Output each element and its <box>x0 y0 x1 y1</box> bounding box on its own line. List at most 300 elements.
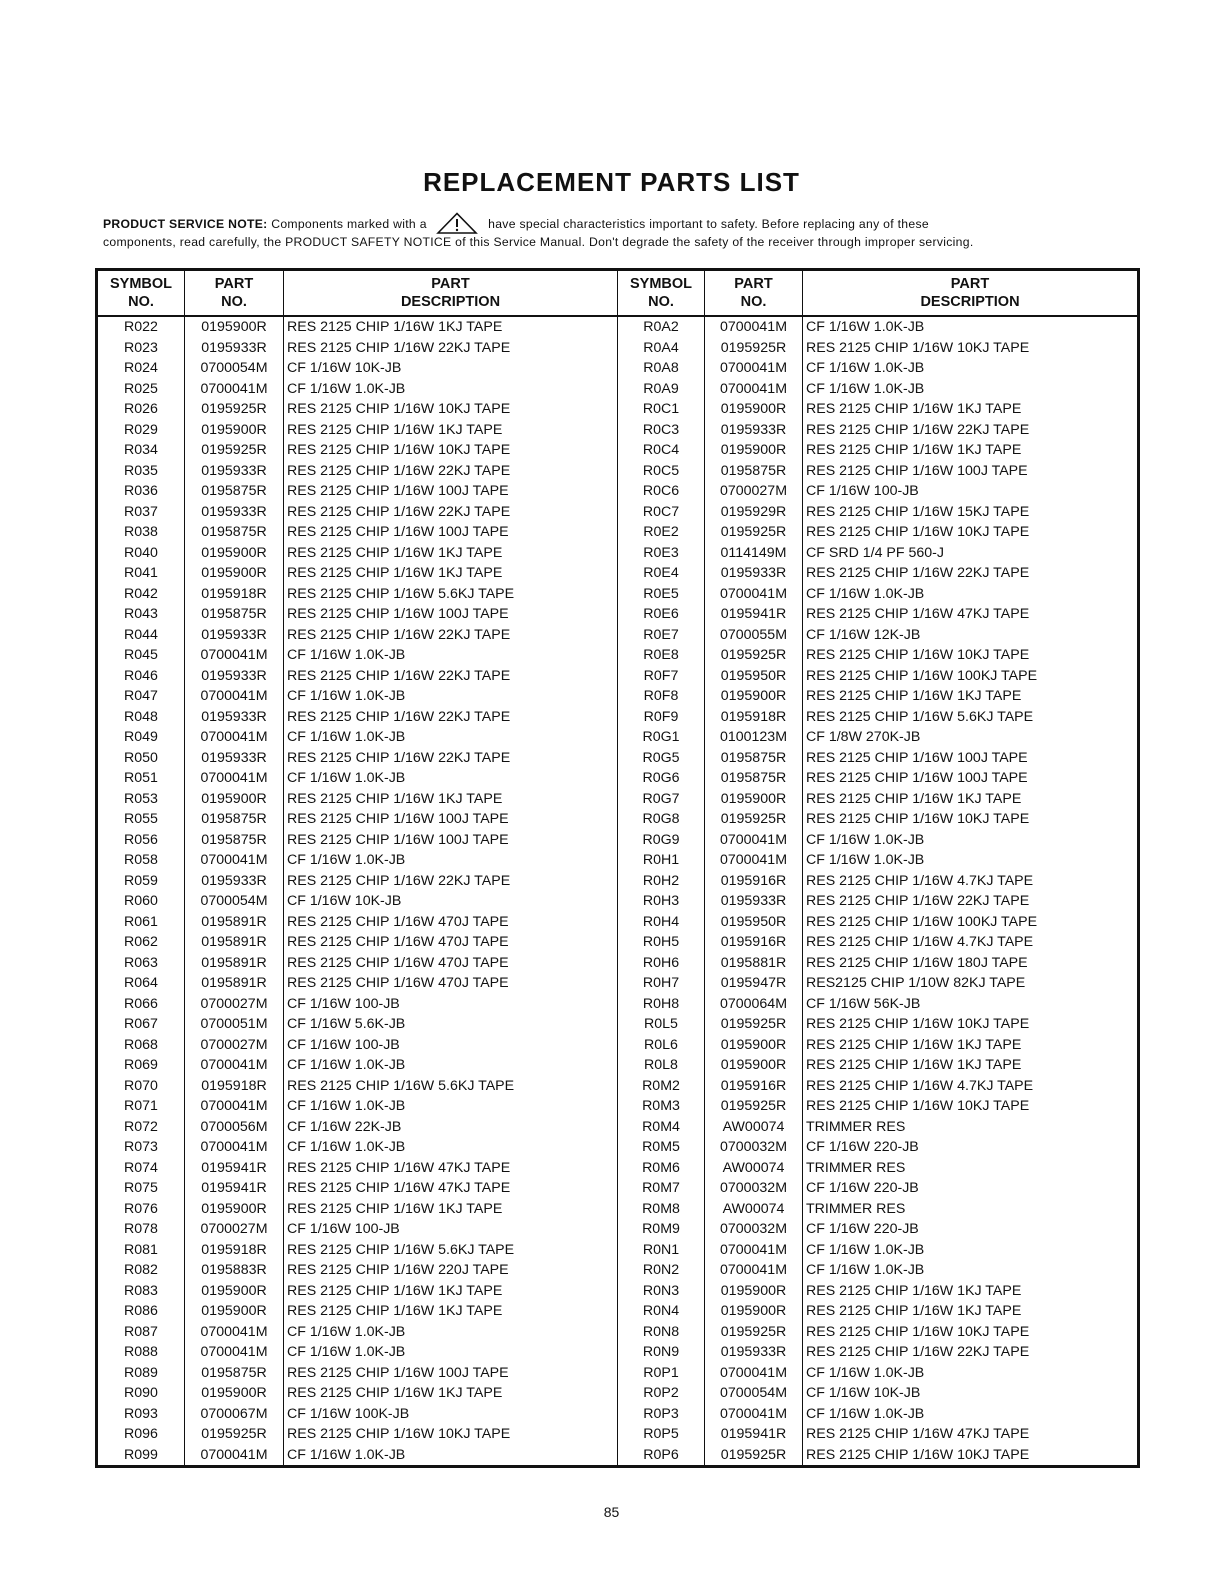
symbol-cell: R0F9 <box>618 707 705 728</box>
part-description-cell: CF 1/16W 1.0K-JB <box>284 1322 618 1343</box>
part-description-cell: RES 2125 CHIP 1/16W 47KJ TAPE <box>284 1158 618 1179</box>
table-row <box>618 584 1137 605</box>
part-description-cell: CF 1/16W 1.0K-JB <box>284 727 618 748</box>
symbol-cell: R0P6 <box>618 1445 705 1466</box>
part-description-cell: CF 1/16W 1.0K-JB <box>284 768 618 789</box>
part-number-cell: 0195941R <box>705 1424 803 1445</box>
part-number-cell: 0700067M <box>185 1404 284 1425</box>
part-number-cell: 0700041M <box>185 727 284 748</box>
table-row <box>98 440 618 461</box>
table-row <box>618 1096 1137 1117</box>
symbol-cell: R0A2 <box>618 317 705 338</box>
part-description-cell: CF 1/16W 5.6K-JB <box>284 1014 618 1035</box>
symbol-cell: R0P1 <box>618 1363 705 1384</box>
table-row <box>618 1178 1137 1199</box>
symbol-cell: R0M7 <box>618 1178 705 1199</box>
table-row <box>98 1117 618 1138</box>
part-number-cell: 0195925R <box>705 1322 803 1343</box>
table-row <box>618 502 1137 523</box>
table-row <box>98 317 618 338</box>
table-row <box>98 1240 618 1261</box>
part-number-cell: 0195929R <box>705 502 803 523</box>
part-number-cell: 0195900R <box>705 399 803 420</box>
note-text-a: Components marked with a <box>271 217 427 231</box>
part-description-cell: RES 2125 CHIP 1/16W 10KJ TAPE <box>284 1424 618 1445</box>
part-description-cell: RES 2125 CHIP 1/16W 1KJ TAPE <box>806 790 1022 807</box>
symbol-cell: R0A4 <box>618 338 705 359</box>
part-description-cell: CF 1/16W 220-JB <box>806 1139 919 1155</box>
symbol-cell: R0L8 <box>618 1055 705 1076</box>
product-service-note <box>103 212 1143 251</box>
part-number-cell: 0195918R <box>185 1076 284 1097</box>
symbol-cell: R0E7 <box>618 625 705 646</box>
part-description-cell: CF 1/16W 22K-JB <box>284 1117 618 1138</box>
table-row <box>618 1137 1137 1158</box>
symbol-cell: R0F7 <box>618 666 705 687</box>
part-description-cell: CF 1/16W 1.0K-JB <box>284 850 618 871</box>
symbol-cell: R055 <box>98 809 185 830</box>
symbol-cell: R049 <box>98 727 185 748</box>
symbol-cell: R024 <box>98 358 185 379</box>
part-description-cell: CF 1/16W 1.0K-JB <box>806 1405 925 1422</box>
part-number-cell: 0195875R <box>185 809 284 830</box>
part-number-cell: 0195925R <box>705 1445 803 1466</box>
part-description-cell: RES 2125 CHIP 1/16W 1KJ TAPE <box>806 442 1022 458</box>
table-row <box>618 1445 1137 1466</box>
table-row <box>618 1199 1137 1220</box>
symbol-cell: R0C5 <box>618 461 705 482</box>
table-row <box>618 1055 1137 1076</box>
part-description-cell: CF 1/16W 100-JB <box>284 1035 618 1056</box>
part-description-cell: RES 2125 CHIP 1/16W 22KJ TAPE <box>284 666 618 687</box>
part-number-cell: 0195933R <box>705 563 803 584</box>
symbol-cell: R062 <box>98 932 185 953</box>
table-row <box>618 891 1137 912</box>
part-number-cell: 0700041M <box>185 1096 284 1117</box>
part-description-cell: CF 1/16W 10K-JB <box>284 891 618 912</box>
symbol-cell: R036 <box>98 481 185 502</box>
part-number-cell: 0700041M <box>705 850 803 871</box>
part-number-cell: 0700041M <box>185 768 284 789</box>
table-row <box>98 1404 618 1425</box>
symbol-cell: R023 <box>98 338 185 359</box>
part-number-cell: 0700027M <box>185 1035 284 1056</box>
symbol-cell: R0H3 <box>618 891 705 912</box>
part-number-cell: 0700041M <box>705 1363 803 1384</box>
symbol-cell: R096 <box>98 1424 185 1445</box>
table-row <box>98 1178 618 1199</box>
table-row <box>98 1076 618 1097</box>
part-number-cell: 0195933R <box>185 338 284 359</box>
part-description-cell: CF 1/16W 1.0K-JB <box>806 1262 925 1278</box>
symbol-cell: R0H8 <box>618 994 705 1015</box>
table-row <box>98 768 618 789</box>
part-description-cell: RES 2125 CHIP 1/16W 22KJ TAPE <box>806 565 1030 581</box>
part-description-cell: RES 2125 CHIP 1/16W 22KJ TAPE <box>806 1344 1030 1360</box>
part-number-cell: 0195933R <box>185 461 284 482</box>
part-number-cell: 0195933R <box>185 748 284 769</box>
part-description-cell: RES 2125 CHIP 1/16W 1KJ TAPE <box>284 1281 618 1302</box>
symbol-cell: R035 <box>98 461 185 482</box>
table-row <box>98 686 618 707</box>
table-row <box>618 1342 1137 1363</box>
part-number-cell: 0195881R <box>705 953 803 974</box>
part-number-cell: 0700056M <box>185 1117 284 1138</box>
table-row <box>98 645 618 666</box>
part-description-cell: RES 2125 CHIP 1/16W 1KJ TAPE <box>806 1057 1022 1073</box>
part-number-cell: 0700041M <box>185 686 284 707</box>
symbol-cell: R034 <box>98 440 185 461</box>
part-number-cell: 0195933R <box>185 502 284 523</box>
table-row <box>98 994 618 1015</box>
part-number-cell: 0195875R <box>185 830 284 851</box>
table-row <box>618 1117 1137 1138</box>
part-number-cell: 0195933R <box>705 1342 803 1363</box>
symbol-cell: R025 <box>98 379 185 400</box>
part-number-cell: 0195875R <box>185 481 284 502</box>
part-number-cell: 0195875R <box>705 748 803 769</box>
table-row <box>618 338 1137 359</box>
table-row <box>618 850 1137 871</box>
part-number-cell: 0195900R <box>185 563 284 584</box>
table-row <box>618 707 1137 728</box>
table-row <box>618 1260 1137 1281</box>
part-description-cell: CF 1/16W 1.0K-JB <box>806 831 925 848</box>
part-description-cell: RES 2125 CHIP 1/16W 5.6KJ TAPE <box>284 584 618 605</box>
part-description-cell: CF 1/8W 270K-JB <box>806 729 921 745</box>
symbol-cell: R0G8 <box>618 809 705 830</box>
part-number-cell: 0195933R <box>185 666 284 687</box>
symbol-cell: R058 <box>98 850 185 871</box>
symbol-cell: R0N1 <box>618 1240 705 1261</box>
symbol-cell: R048 <box>98 707 185 728</box>
symbol-cell: R043 <box>98 604 185 625</box>
part-number-cell: 0700041M <box>185 1445 284 1466</box>
table-row <box>618 461 1137 482</box>
part-description-cell: RES 2125 CHIP 1/16W 10KJ TAPE <box>284 399 618 420</box>
table-row <box>618 830 1137 851</box>
table-row <box>618 420 1137 441</box>
symbol-cell: R0M6 <box>618 1158 705 1179</box>
part-number-cell: 0195883R <box>185 1260 284 1281</box>
part-description-cell: RES 2125 CHIP 1/16W 470J TAPE <box>284 932 618 953</box>
part-description-cell: RES 2125 CHIP 1/16W 1KJ TAPE <box>284 1301 618 1322</box>
table-row <box>98 481 618 502</box>
part-description-cell: CF 1/16W 1.0K-JB <box>284 645 618 666</box>
warning-triangle-icon <box>434 212 480 234</box>
part-description-cell: CF 1/16W 1.0K-JB <box>806 319 925 335</box>
symbol-cell: R026 <box>98 399 185 420</box>
part-number-cell: 0195891R <box>185 912 284 933</box>
page-title: REPLACEMENT PARTS LIST <box>423 167 800 197</box>
table-row <box>98 871 618 892</box>
symbol-cell: R045 <box>98 645 185 666</box>
part-description-cell: RES 2125 CHIP 1/16W 100J TAPE <box>284 604 618 625</box>
header-symbol-no: SYMBOL NO. <box>98 271 185 315</box>
table-row <box>618 666 1137 687</box>
table-row <box>618 809 1137 830</box>
part-number-cell: 0700041M <box>185 1342 284 1363</box>
symbol-cell: R0C7 <box>618 502 705 523</box>
symbol-cell: R0G9 <box>618 830 705 851</box>
part-number-cell: 0195900R <box>705 440 803 461</box>
symbol-cell: R064 <box>98 973 185 994</box>
part-description-cell: RES 2125 CHIP 1/16W 47KJ TAPE <box>806 1426 1030 1442</box>
part-description-cell: CF 1/16W 1.0K-JB <box>284 1445 618 1466</box>
part-number-cell: 0700064M <box>705 994 803 1015</box>
part-description-cell: CF 1/16W 220-JB <box>806 1180 919 1196</box>
part-number-cell: 0195925R <box>185 440 284 461</box>
table-row <box>618 1404 1137 1425</box>
table-row <box>618 522 1137 543</box>
symbol-cell: R076 <box>98 1199 185 1220</box>
part-number-cell: 0100123M <box>705 727 803 748</box>
symbol-cell: R081 <box>98 1240 185 1261</box>
symbol-cell: R071 <box>98 1096 185 1117</box>
part-description-cell: RES 2125 CHIP 1/16W 1KJ TAPE <box>284 543 618 564</box>
symbol-cell: R075 <box>98 1178 185 1199</box>
symbol-cell: R086 <box>98 1301 185 1322</box>
part-number-cell: 0700041M <box>705 1260 803 1281</box>
table-row <box>618 317 1137 338</box>
part-description-cell: RES 2125 CHIP 1/16W 5.6KJ TAPE <box>806 708 1034 725</box>
part-description-cell: RES 2125 CHIP 1/16W 100J TAPE <box>284 809 618 830</box>
part-number-cell: 0195900R <box>185 1281 284 1302</box>
table-row <box>98 1281 618 1302</box>
part-number-cell: 0700041M <box>185 1137 284 1158</box>
symbol-cell: R059 <box>98 871 185 892</box>
symbol-cell: R0N9 <box>618 1342 705 1363</box>
part-description-cell: RES 2125 CHIP 1/16W 4.7KJ TAPE <box>806 872 1034 889</box>
part-description-cell: CF 1/16W 1.0K-JB <box>806 360 925 376</box>
part-number-cell: 0700027M <box>185 1219 284 1240</box>
table-row <box>98 1014 618 1035</box>
symbol-cell: R0G7 <box>618 789 705 810</box>
part-description-cell: RES 2125 CHIP 1/16W 10KJ TAPE <box>806 1446 1030 1463</box>
right-parts-column <box>618 317 1137 1465</box>
part-description-cell: RES 2125 CHIP 1/16W 47KJ TAPE <box>806 606 1030 622</box>
symbol-cell: R069 <box>98 1055 185 1076</box>
part-description-cell: TRIMMER RES <box>806 1200 906 1217</box>
symbol-cell: R0M4 <box>618 1117 705 1138</box>
part-number-cell: 0195900R <box>185 789 284 810</box>
symbol-cell: R0E6 <box>618 604 705 625</box>
table-row <box>618 1158 1137 1179</box>
part-description-cell: RES 2125 CHIP 1/16W 22KJ TAPE <box>284 707 618 728</box>
table-row <box>98 584 618 605</box>
table-row <box>98 1424 618 1445</box>
part-description-cell: RES 2125 CHIP 1/16W 100J TAPE <box>284 481 618 502</box>
symbol-cell: R038 <box>98 522 185 543</box>
symbol-cell: R040 <box>98 543 185 564</box>
part-number-cell: 0195941R <box>185 1178 284 1199</box>
part-description-cell: RES 2125 CHIP 1/16W 180J TAPE <box>806 954 1028 971</box>
part-description-cell: RES 2125 CHIP 1/16W 100J TAPE <box>284 1363 618 1384</box>
table-row <box>98 543 618 564</box>
part-description-cell: RES 2125 CHIP 1/16W 1KJ TAPE <box>284 317 618 338</box>
part-number-cell: 0195933R <box>185 871 284 892</box>
table-row <box>98 625 618 646</box>
part-description-cell: CF 1/16W 100-JB <box>806 483 919 499</box>
symbol-cell: R0E2 <box>618 522 705 543</box>
symbol-cell: R0M9 <box>618 1219 705 1240</box>
part-description-cell: RES 2125 CHIP 1/16W 15KJ TAPE <box>806 503 1030 520</box>
part-description-cell: RES 2125 CHIP 1/16W 100J TAPE <box>284 830 618 851</box>
table-row <box>618 645 1137 666</box>
symbol-cell: R0H1 <box>618 850 705 871</box>
left-parts-column <box>98 317 618 1465</box>
symbol-cell: R0H4 <box>618 912 705 933</box>
part-number-cell: 0195947R <box>705 973 803 994</box>
symbol-cell: R088 <box>98 1342 185 1363</box>
part-number-cell: 0700055M <box>705 625 803 646</box>
table-row <box>98 830 618 851</box>
table-row <box>98 707 618 728</box>
part-number-cell: 0700041M <box>705 379 803 400</box>
symbol-cell: R037 <box>98 502 185 523</box>
part-number-cell: 0195918R <box>185 584 284 605</box>
symbol-cell: R056 <box>98 830 185 851</box>
part-number-cell: 0700041M <box>185 379 284 400</box>
part-number-cell: 0700032M <box>705 1178 803 1199</box>
part-number-cell: 0195875R <box>185 604 284 625</box>
part-number-cell: 0700041M <box>705 358 803 379</box>
part-description-cell: TRIMMER RES <box>806 1118 906 1135</box>
symbol-cell: R0L6 <box>618 1035 705 1056</box>
table-row <box>98 1445 618 1466</box>
symbol-cell: R067 <box>98 1014 185 1035</box>
table-row <box>618 440 1137 461</box>
symbol-cell: R073 <box>98 1137 185 1158</box>
part-description-cell: RES 2125 CHIP 1/16W 1KJ TAPE <box>284 789 618 810</box>
part-number-cell: 0195925R <box>185 1424 284 1445</box>
symbol-cell: R082 <box>98 1260 185 1281</box>
part-description-cell: RES 2125 CHIP 1/16W 1KJ TAPE <box>806 1036 1022 1053</box>
part-description-cell: CF 1/16W 10K-JB <box>284 358 618 379</box>
part-number-cell: 0195916R <box>705 932 803 953</box>
table-row <box>98 1363 618 1384</box>
table-row <box>98 338 618 359</box>
part-description-cell: RES 2125 CHIP 1/16W 1KJ TAPE <box>284 420 618 441</box>
table-row <box>98 604 618 625</box>
part-number-cell: 0195925R <box>705 645 803 666</box>
note-lead: PRODUCT SERVICE NOTE: <box>103 217 268 231</box>
symbol-cell: R0L5 <box>618 1014 705 1035</box>
table-row <box>618 1322 1137 1343</box>
part-description-cell: RES 2125 CHIP 1/16W 470J TAPE <box>284 973 618 994</box>
part-description-cell: RES 2125 CHIP 1/16W 10KJ TAPE <box>806 811 1030 827</box>
table-row <box>618 1424 1137 1445</box>
part-description-cell: RES 2125 CHIP 1/16W 1KJ TAPE <box>806 1282 1022 1299</box>
symbol-cell: R0A9 <box>618 379 705 400</box>
table-row <box>618 932 1137 953</box>
part-description-cell: RES 2125 CHIP 1/16W 4.7KJ TAPE <box>806 934 1034 950</box>
note-text-b: have special characteristics important to safety. Before replacing any of these <box>488 217 929 231</box>
symbol-cell: R0N2 <box>618 1260 705 1281</box>
symbol-cell: R078 <box>98 1219 185 1240</box>
part-number-cell: 0195900R <box>185 317 284 338</box>
symbol-cell: R0M2 <box>618 1076 705 1097</box>
table-row <box>98 1096 618 1117</box>
table-row <box>618 994 1137 1015</box>
part-description-cell: CF 1/16W 1.0K-JB <box>284 686 618 707</box>
symbol-cell: R0G5 <box>618 748 705 769</box>
part-number-cell: 0195891R <box>185 973 284 994</box>
symbol-cell: R089 <box>98 1363 185 1384</box>
table-row <box>618 379 1137 400</box>
part-description-cell: RES 2125 CHIP 1/16W 22KJ TAPE <box>806 893 1030 909</box>
table-row <box>98 358 618 379</box>
part-description-cell: RES 2125 CHIP 1/16W 22KJ TAPE <box>284 461 618 482</box>
table-row <box>98 1158 618 1179</box>
symbol-cell: R0E5 <box>618 584 705 605</box>
table-row <box>618 1240 1137 1261</box>
table-row <box>618 1014 1137 1035</box>
table-row <box>618 768 1137 789</box>
part-number-cell: 0195933R <box>185 625 284 646</box>
symbol-cell: R041 <box>98 563 185 584</box>
table-row <box>98 748 618 769</box>
table-row <box>618 1281 1137 1302</box>
part-description-cell: CF 1/16W 1.0K-JB <box>284 1137 618 1158</box>
part-number-cell: 0195950R <box>705 912 803 933</box>
symbol-cell: R047 <box>98 686 185 707</box>
part-number-cell: 0195925R <box>705 809 803 830</box>
table-row <box>98 502 618 523</box>
symbol-cell: R099 <box>98 1445 185 1466</box>
part-number-cell: 0195918R <box>705 707 803 728</box>
symbol-cell: R0C4 <box>618 440 705 461</box>
table-row <box>98 1342 618 1363</box>
header-symbol-no: SYMBOL NO. <box>618 271 705 315</box>
part-description-cell: RES 2125 CHIP 1/16W 10KJ TAPE <box>806 1098 1030 1114</box>
part-number-cell: 0700054M <box>185 891 284 912</box>
table-row <box>98 1301 618 1322</box>
symbol-cell: R0F8 <box>618 686 705 707</box>
part-number-cell: 0195875R <box>705 768 803 789</box>
part-number-cell: 0700051M <box>185 1014 284 1035</box>
symbol-cell: R051 <box>98 768 185 789</box>
table-row <box>98 666 618 687</box>
table-row <box>98 1055 618 1076</box>
table-row <box>618 1076 1137 1097</box>
table-row <box>618 953 1137 974</box>
part-number-cell: 0195916R <box>705 871 803 892</box>
table-row <box>98 891 618 912</box>
table-row <box>618 748 1137 769</box>
table-row <box>618 1301 1137 1322</box>
symbol-cell: R0E8 <box>618 645 705 666</box>
part-description-cell: RES 2125 CHIP 1/16W 5.6KJ TAPE <box>284 1076 618 1097</box>
table-row <box>98 1137 618 1158</box>
symbol-cell: R029 <box>98 420 185 441</box>
part-description-cell: CF 1/16W 220-JB <box>806 1221 919 1237</box>
part-number-cell: 0195925R <box>705 1096 803 1117</box>
part-number-cell: 0195900R <box>705 686 803 707</box>
table-row <box>98 973 618 994</box>
part-number-cell: 0700032M <box>705 1219 803 1240</box>
part-description-cell: RES 2125 CHIP 1/16W 10KJ TAPE <box>806 647 1030 663</box>
part-description-cell: CF 1/16W 1.0K-JB <box>284 379 618 400</box>
part-description-cell: CF 1/16W 100-JB <box>284 994 618 1015</box>
symbol-cell: R063 <box>98 953 185 974</box>
part-description-cell: RES 2125 CHIP 1/16W 100KJ TAPE <box>806 913 1038 930</box>
table-row <box>618 399 1137 420</box>
table-row <box>618 912 1137 933</box>
part-number-cell: 0195900R <box>705 1301 803 1322</box>
symbol-cell: R0H2 <box>618 871 705 892</box>
part-description-cell: RES 2125 CHIP 1/16W 220J TAPE <box>284 1260 618 1281</box>
